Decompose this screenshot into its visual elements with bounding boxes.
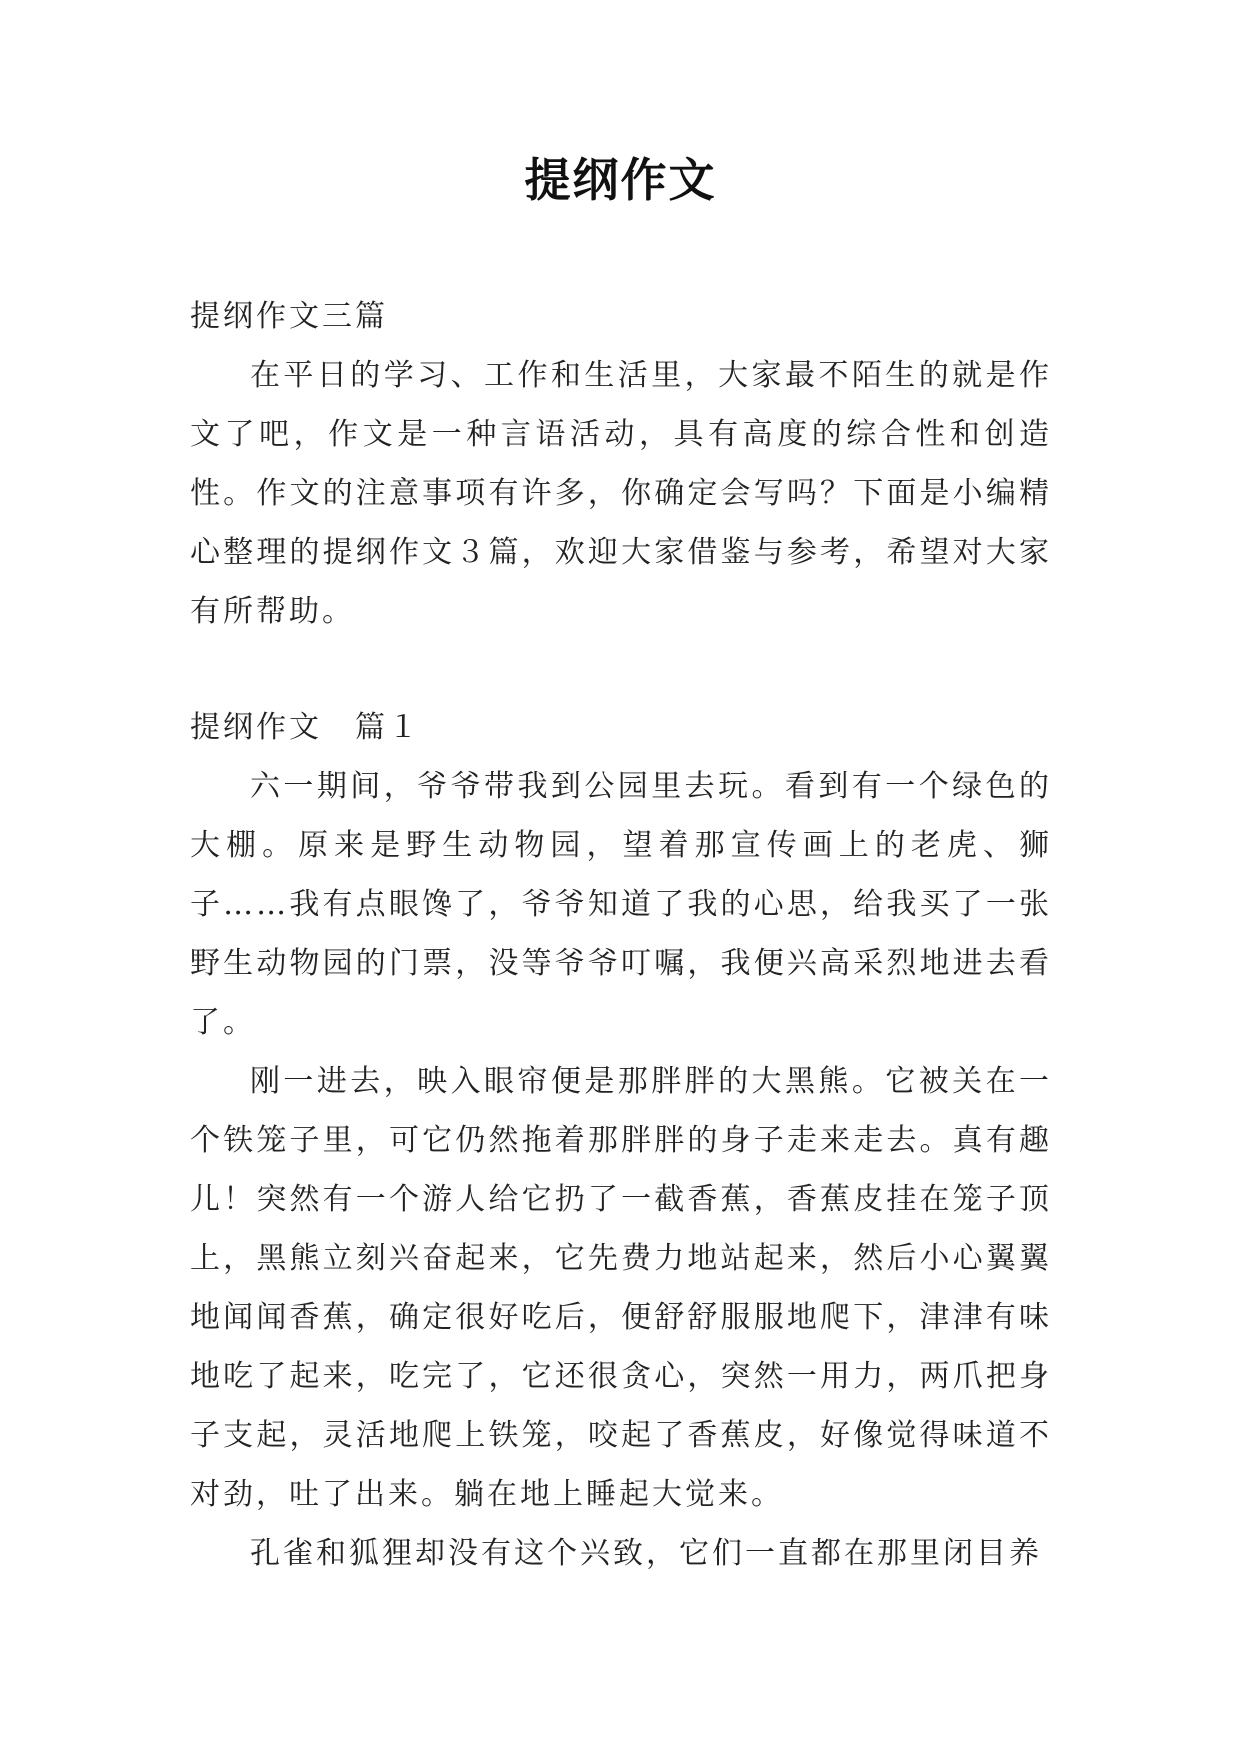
body-paragraph: 孔雀和狐狸却没有这个兴致，它们一直都在那里闭目养 xyxy=(250,1536,1042,1571)
document-subtitle: 提纲作文三篇 xyxy=(190,299,388,334)
body-paragraph: 六一期间，爷爷带我到公园里去玩。看到有一个绿色的大棚。原来是野生动物园，望着那宣传画上的老虎、狮子……我有点眼馋了，爷爷知道了我的心思，给我买了一张野生动物园的门票，没等爷爷叮嘱，我便兴高采烈地进去看了。 xyxy=(190,769,1052,1040)
document-title: 提纲作文 xyxy=(524,153,717,207)
intro-paragraph: 在平日的学习、工作和生活里，大家最不陌生的就是作文了吧，作文是一种言语活动，具有高度的综合性和创造性。作文的注意事项有许多，你确定会写吗？下面是小编精心整理的提纲作文３篇，欢迎大家借鉴与参考，希望对大家有所帮助。 xyxy=(190,358,1052,629)
section-spacer xyxy=(190,641,1052,698)
body-paragraph: 刚一进去，映入眼帘便是那胖胖的大黑熊。它被关在一个铁笼子里，可它仍然拖着那胖胖的身子走来走去。真有趣儿！突然有一个游人给它扔了一截香蕉，香蕉皮挂在笼子顶上，黑熊立刻兴奋起来，它先费力地站起来，然后小心翼翼地闻闻香蕉，确定很好吃后，便舒舒服服地爬下，津津有味地吃了起来，吃完了，它还很贪心，突然一用力，两爪把身子支起，灵活地爬上铁笼，咬起了香蕉皮，好像觉得味道不对劲，吐了出来。躺在地上睡起大觉来。 xyxy=(190,1064,1052,1512)
section-heading: 提纲作文 篇１ xyxy=(190,710,421,745)
document-body xyxy=(190,287,1052,1583)
